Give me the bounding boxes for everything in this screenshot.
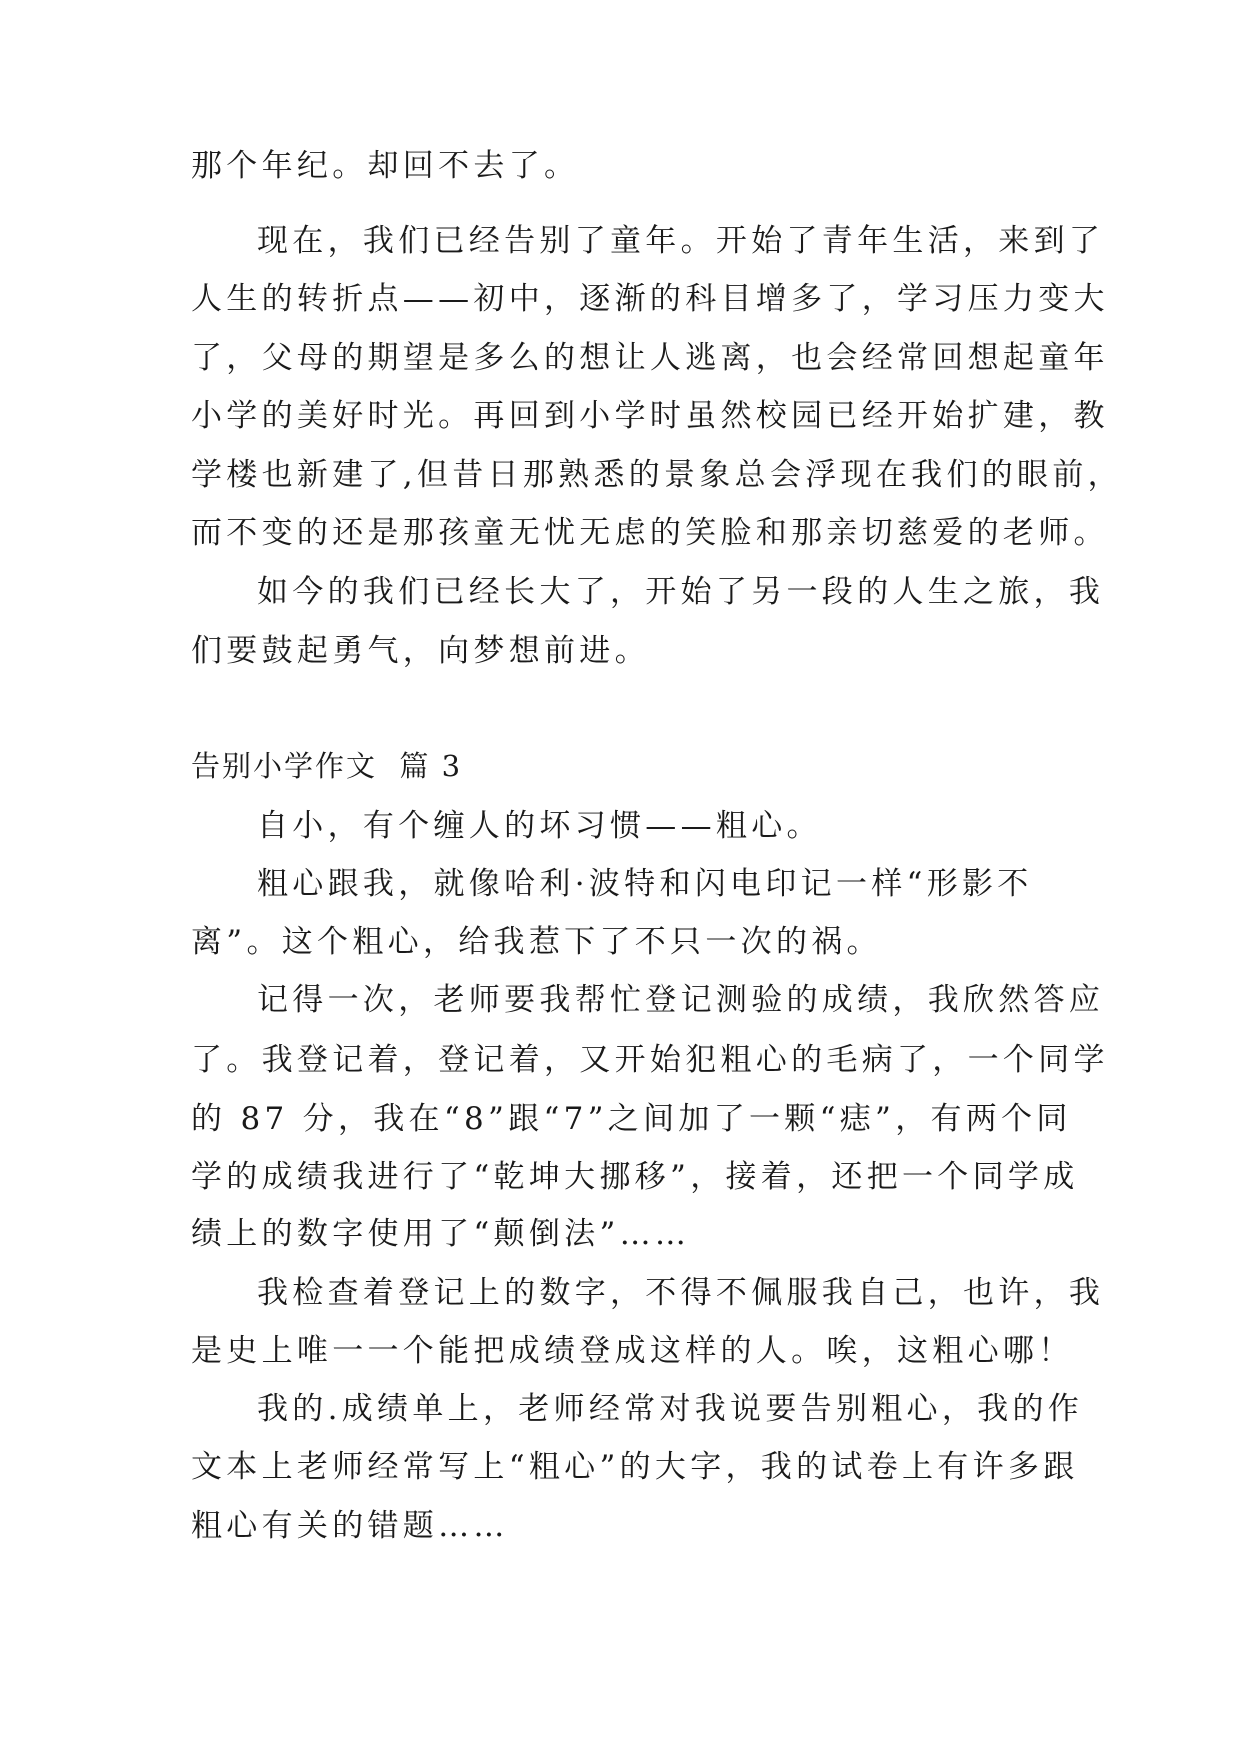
paragraph-line: 绩上的数字使用了“颠倒法”…… xyxy=(191,1216,691,1252)
paragraph-line: 学的成绩我进行了“乾坤大挪移”，接着，还把一个同学成 xyxy=(191,1159,1079,1195)
paragraph-line: 现在，我们已经告别了童年。开始了青年生活，来到了 xyxy=(257,223,1105,259)
paragraph-line: 学楼也新建了,但昔日那熟悉的景象总会浮现在我们的眼前， xyxy=(191,457,1123,493)
paragraph-line: 自小，有个缠人的坏习惯——粗心。 xyxy=(257,808,822,844)
paragraph-line: 了，父母的期望是多么的想让人逃离，也会经常回想起童年 xyxy=(191,340,1109,376)
section-heading: 告别小学作文 篇 3 xyxy=(191,749,463,783)
paragraph-line: 我检查着登记上的数字，不得不佩服我自己，也许，我 xyxy=(257,1275,1105,1311)
paragraph-line: 如今的我们已经长大了，开始了另一段的人生之旅，我 xyxy=(257,574,1105,610)
paragraph-line: 粗心有关的错题…… xyxy=(191,1508,509,1544)
paragraph-line: 我的.成绩单上，老师经常对我说要告别粗心，我的作 xyxy=(257,1391,1084,1427)
paragraph-line: 粗心跟我，就像哈利·波特和闪电印记一样“形影不 xyxy=(257,866,1033,902)
paragraph-line: 人生的转折点——初中，逐渐的科目增多了，学习压力变大 xyxy=(191,281,1109,317)
paragraph-line: 记得一次，老师要我帮忙登记测验的成绩，我欣然答应 xyxy=(257,982,1105,1018)
paragraph-line: 小学的美好时光。再回到小学时虽然校园已经开始扩建，教 xyxy=(191,398,1109,434)
paragraph-line: 而不变的还是那孩童无忧无虑的笑脸和那亲切慈爱的老师。 xyxy=(191,515,1109,551)
paragraph-line: 离”。这个粗心，给我惹下了不只一次的祸。 xyxy=(191,924,882,960)
paragraph-line: 们要鼓起勇气，向梦想前进。 xyxy=(191,633,650,669)
paragraph-line: 的 87 分，我在“8”跟“7”之间加了一颗“痣”，有两个同 xyxy=(191,1101,1072,1137)
paragraph-line: 是史上唯一一个能把成绩登成这样的人。唉，这粗心哪！ xyxy=(191,1333,1074,1369)
paragraph-line: 那个年纪。却回不去了。 xyxy=(191,148,580,184)
paragraph-line: 了。我登记着，登记着，又开始犯粗心的毛病了，一个同学 xyxy=(191,1042,1109,1078)
paragraph-line: 文本上老师经常写上“粗心”的大字，我的试卷上有许多跟 xyxy=(191,1449,1079,1485)
